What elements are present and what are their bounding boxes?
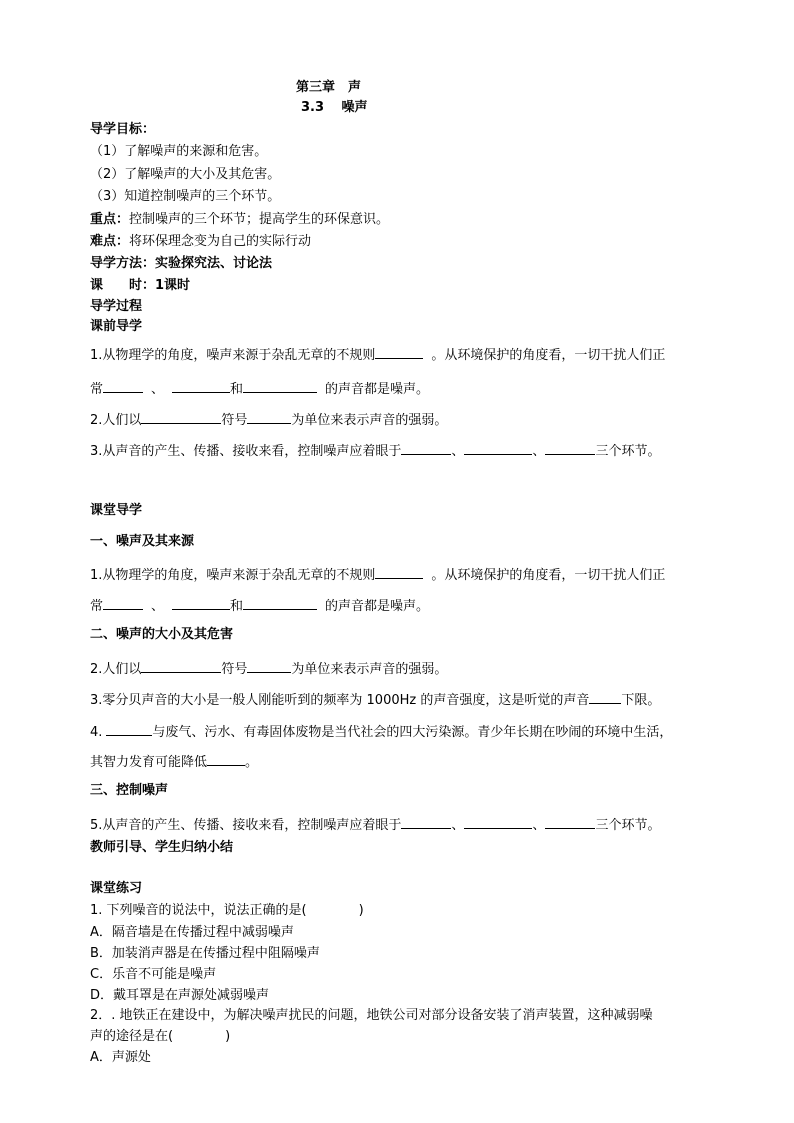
q2-text: 2.人们以 bbox=[90, 662, 142, 677]
answer-blank[interactable] bbox=[103, 379, 143, 393]
q1-text: 和 bbox=[230, 599, 244, 614]
answer-blank[interactable] bbox=[401, 815, 451, 829]
answer-blank[interactable] bbox=[247, 659, 291, 673]
practice-q1-option: C．乐音不可能是噪声 bbox=[90, 967, 217, 982]
answer-blank[interactable] bbox=[243, 596, 317, 610]
q5-text: 、 bbox=[532, 818, 546, 833]
q1-text: 的声音都是噪声。 bbox=[325, 382, 430, 397]
cls-q2 bbox=[90, 659, 447, 678]
answer-blank[interactable] bbox=[247, 410, 291, 424]
q3-text: 三个环节。 bbox=[595, 444, 661, 459]
q1-text: 、 bbox=[151, 599, 165, 614]
answer-blank[interactable] bbox=[401, 441, 451, 455]
pre-q2 bbox=[90, 410, 447, 429]
answer-blank[interactable] bbox=[243, 379, 317, 393]
q3-text: 、 bbox=[532, 444, 546, 459]
prelesson-heading: 课前导学 bbox=[90, 319, 143, 334]
answer-blank[interactable] bbox=[103, 596, 143, 610]
key-text: 控制噪声的三个环节；提高学生的环保意识。 bbox=[129, 212, 390, 227]
q5-text: 、 bbox=[451, 818, 465, 833]
method-line bbox=[90, 256, 272, 272]
method-label: 导学方法： bbox=[90, 256, 156, 271]
q2-text: 为单位来表示声音的强弱。 bbox=[291, 413, 448, 428]
answer-blank[interactable] bbox=[545, 815, 595, 829]
q3-text: 3.从声音的产生、传播、接收来看，控制噪声应着眼于 bbox=[90, 444, 402, 459]
cls-q3-zero-db bbox=[90, 690, 660, 709]
cls-q1-line2 bbox=[90, 596, 429, 615]
chapter-title: 第三章 声 bbox=[296, 80, 362, 95]
answer-blank[interactable] bbox=[464, 441, 532, 455]
zero-db-text: 下限。 bbox=[621, 693, 661, 708]
q4-text: 与废气、污水、有毒固体废物是当代社会的四大污染源。青少年长期在吵闹的环境中生活， bbox=[152, 725, 673, 740]
section-1-heading: 一、噪声及其来源 bbox=[90, 534, 195, 549]
practice-q2-line2: 声的途径是在( ) bbox=[90, 1029, 231, 1044]
q1-text: 。从环境保护的角度看，一切干扰人们正 bbox=[431, 348, 666, 363]
q1-text: 、 bbox=[151, 382, 165, 397]
practice-q1-option: D．戴耳罩是在声源处减弱噪声 bbox=[90, 988, 270, 1003]
q5-text: 三个环节。 bbox=[595, 818, 661, 833]
answer-blank[interactable] bbox=[375, 565, 423, 579]
section-title: 3.3 噪声 bbox=[301, 100, 368, 115]
answer-blank[interactable] bbox=[141, 410, 221, 424]
practice-q2-option: A．声源处 bbox=[90, 1050, 151, 1065]
q2-text: 符号 bbox=[221, 662, 248, 677]
difficult-text: 将环保理念变为自己的实际行动 bbox=[129, 234, 312, 249]
pre-q1-line1 bbox=[90, 345, 665, 364]
q5-text: 5.从声音的产生、传播、接收来看，控制噪声应着眼于 bbox=[90, 818, 402, 833]
difficult-label: 难点： bbox=[90, 234, 130, 249]
time-text: 1课时 bbox=[155, 278, 191, 293]
difficult-points bbox=[90, 234, 311, 250]
pre-q3 bbox=[90, 441, 660, 460]
time-label: 课 时： bbox=[90, 278, 156, 293]
answer-blank[interactable] bbox=[172, 596, 230, 610]
goal-item: （1）了解噪声的来源和危害。 bbox=[90, 144, 268, 159]
cls-q4-line1 bbox=[90, 722, 672, 741]
goals-label: 导学目标： bbox=[90, 122, 156, 137]
section-2-heading: 二、噪声的大小及其危害 bbox=[90, 627, 234, 642]
method-text: 实验探究法、讨论法 bbox=[155, 256, 273, 271]
q4-text: 。 bbox=[245, 755, 259, 770]
key-label: 重点： bbox=[90, 212, 130, 227]
q1-text: 。从环境保护的角度看，一切干扰人们正 bbox=[431, 568, 666, 583]
practice-q2-line1: 2．. 地铁正在建设中，为解决噪声扰民的问题，地铁公司对部分设备安装了消声装置，这种减弱噪 bbox=[90, 1008, 653, 1023]
practice-heading: 课堂练习 bbox=[90, 881, 143, 896]
answer-blank[interactable] bbox=[141, 659, 221, 673]
cls-q1-line1 bbox=[90, 565, 665, 584]
key-points bbox=[90, 212, 389, 228]
q1-text: 常 bbox=[90, 382, 104, 397]
goal-item: （2）了解噪声的大小及其危害。 bbox=[90, 167, 281, 182]
section-3-heading: 三、控制噪声 bbox=[90, 783, 169, 798]
cls-q5 bbox=[90, 815, 660, 834]
practice-q1-option: B．加装消声器是在传播过程中阻隔噪声 bbox=[90, 946, 320, 961]
q4-text: 4. bbox=[90, 725, 103, 740]
q1-text: 的声音都是噪声。 bbox=[325, 599, 430, 614]
practice-q1: 1. 下列噪音的说法中，说法正确的是( ) bbox=[90, 903, 364, 918]
classroom-heading: 课堂导学 bbox=[90, 503, 143, 518]
practice-q1-option: A．隔音墙是在传播过程中减弱噪声 bbox=[90, 925, 294, 940]
answer-blank[interactable] bbox=[207, 752, 245, 766]
q1-text: 常 bbox=[90, 599, 104, 614]
q2-text: 符号 bbox=[221, 413, 248, 428]
answer-blank[interactable] bbox=[106, 722, 152, 736]
goal-item: （3）知道控制噪声的三个环节。 bbox=[90, 189, 281, 204]
q3-text: 、 bbox=[451, 444, 465, 459]
answer-blank[interactable] bbox=[375, 345, 423, 359]
q4-text: 其智力发育可能降低 bbox=[90, 755, 208, 770]
summary-heading: 教师引导、学生归纳小结 bbox=[90, 840, 234, 855]
q1-text: 和 bbox=[230, 382, 244, 397]
q1-text: 1.从物理学的角度，噪声来源于杂乱无章的不规则 bbox=[90, 348, 376, 363]
q1-text: 1.从物理学的角度，噪声来源于杂乱无章的不规则 bbox=[90, 568, 376, 583]
answer-blank[interactable] bbox=[172, 379, 230, 393]
q2-text: 2.人们以 bbox=[90, 413, 142, 428]
answer-blank[interactable] bbox=[464, 815, 532, 829]
answer-blank[interactable] bbox=[589, 690, 621, 704]
time-line bbox=[90, 278, 190, 294]
pre-q1-line2 bbox=[90, 379, 429, 398]
q2-text: 为单位来表示声音的强弱。 bbox=[291, 662, 448, 677]
cls-q4-line2 bbox=[90, 752, 258, 771]
zero-db-text: 3.零分贝声音的大小是一般人刚能听到的频率为 1000Hz 的声音强度，这是听觉的声音 bbox=[90, 693, 590, 708]
answer-blank[interactable] bbox=[545, 441, 595, 455]
process-heading: 导学过程 bbox=[90, 299, 143, 314]
